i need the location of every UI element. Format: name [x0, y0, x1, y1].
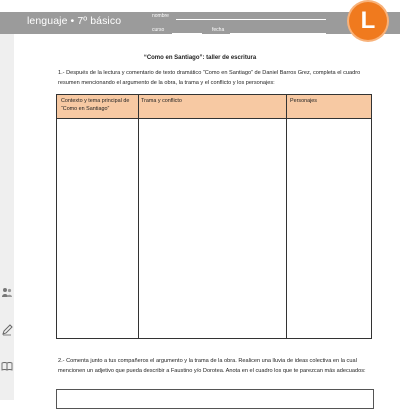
subject-badge: L: [349, 2, 387, 40]
course-field[interactable]: [172, 33, 202, 34]
header-characters: Personajes: [290, 98, 317, 104]
summary-table: [56, 94, 372, 339]
course-label: curso: [152, 27, 165, 33]
column-divider: [138, 95, 139, 338]
name-label: nombre: [152, 13, 169, 19]
header-context: Contexto y tema principal de “Como en Santiago”: [61, 98, 130, 112]
adjectives-box[interactable]: [56, 389, 374, 409]
worksheet-title: “Como en Santiago”: taller de escritura: [143, 55, 257, 61]
instruction-1: 1.- Después de la lectura y comentario de texto dramático “Como en Santiago” de Daniel Barros Grez, completa el cuadro resumen mencionando el argumento de la obra, la trama y el conflicto y los personajes:: [58, 70, 361, 86]
header: [0, 0, 400, 48]
book-icon: [1, 360, 13, 372]
instruction-2: 2.- Comenta junto a tus compañeros el argumento y la trama de la obra. Realicen una lluvia de ideas colectiva en la cual mencionen un adjetivo que pueda describir a Faustino y/o Dorotea. Anota en el cuadro los que te parezcan más adecuados:: [58, 358, 366, 374]
table-header: [57, 95, 371, 119]
date-label: fecha: [212, 27, 225, 33]
header-plot: Trama y conflicto: [141, 98, 182, 104]
name-field[interactable]: [176, 19, 326, 20]
column-divider: [286, 95, 287, 338]
date-field[interactable]: [230, 33, 326, 34]
subject-label: lenguaje • 7º básico: [27, 15, 122, 27]
sidebar: [0, 34, 14, 400]
pencil-icon: [1, 324, 13, 336]
people-icon: [1, 286, 13, 298]
